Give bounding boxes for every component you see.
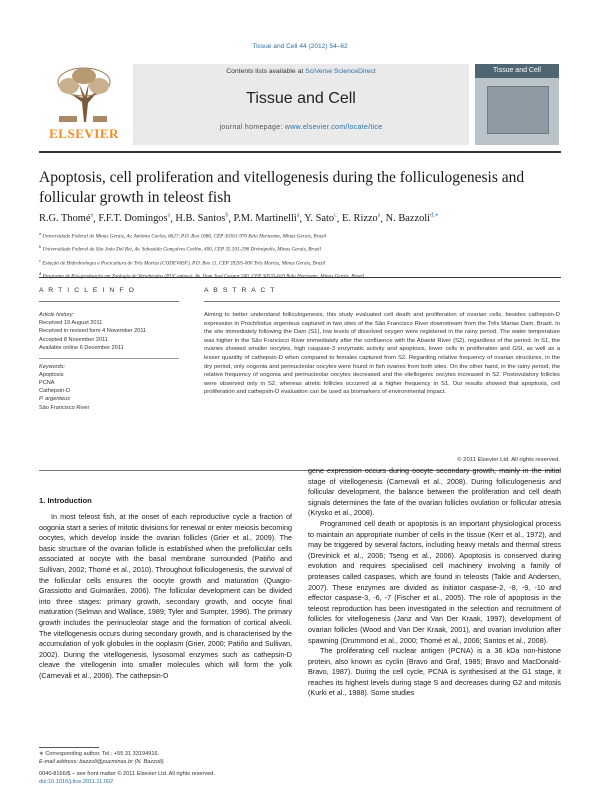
journal-masthead	[41, 64, 559, 147]
author-list: R.G. Thomé$^a$, F.F.T. Domingos$^a$, H.B. Santos$^b$, P.M. Martinelli$^a$, Y. Sato$^c$, E. Rizzo$^a$, N. Bazzoli$^{d,∗}$	[39, 213, 439, 225]
journal-reference[interactable]: Tissue and Cell 44 (2012) 54–62	[252, 43, 348, 50]
footnotes	[39, 750, 292, 786]
article-info-rule	[39, 301, 179, 302]
masthead-banner	[133, 64, 469, 145]
affiliation: d	[39, 270, 42, 276]
keyword: PCNA	[39, 380, 55, 387]
author[interactable]: F.F.T. Domingos$^a$	[98, 213, 171, 225]
history-item: Available online 6 December 2011	[39, 344, 124, 351]
sciencedirect-link[interactable]: SciVerse ScienceDirect	[305, 68, 376, 75]
author[interactable]: P.M. Martinelli$^a$	[233, 213, 300, 225]
affiliation: $^c$ Estação de Hidrobiologia e Piscicultura de Três Marias (CODEVASF), P.O. Box 11, CEP 39205-000 Três Marias, Minas Gerais, Brazil	[39, 257, 326, 267]
author[interactable]: R.G. Thomé$^a$	[39, 213, 94, 225]
contents-prefix: Contents lists available at	[226, 68, 306, 75]
keyword: Cathepsin-D	[39, 388, 71, 395]
intro-paragraph: In most teleost fish, at the onset of each reproductive cycle a fraction of oogonia start a series of mitotic divisions for renewal or enter meiosis becoming oocytes, which develop inside the ovarian follicles (Grier et al., 2009). The basic structure of the ovarian follicle is established when the prefollicular cells associated at oocyte with the basal membrane surrounded (Patiño and Sullivan, 2002; Thomé et al., 2010). Throughout folliculogenesis, the survival of the follicular cells ensures the oocyte growth and maturation (Quagio-Grassiotto and Guimarães, 2006). The follicular development can be divided into three stages: primary growth, secondary growth, and oocyte final maturation (Selman and Wallace, 1989; Tyler and Sumpter, 1996). The primary growth includes the perinucleolar stage and the formation of cortical alveoli. The vitellogenesis occurs during secondary growth, and is characterised by the accumulation of yolk globules in the ooplasm (Grier, 2000; Patiño and Sullivan, 2002). During the vitellogenesis, lysosomal enzymes such as cathepsin-D cleave the vitellogenin into smaller molecules which will form the yolk (Carnevali et al., 2006). The cathepsin-D	[39, 512, 292, 680]
article-title: Apoptosis, cell proliferation and vitellogenesis during the folliculogenesis and follicular growth in teleost fish	[39, 169, 525, 206]
corresponding-author: ∗ Corresponding author. Tel.: +55 31 33194916.	[39, 751, 160, 757]
homepage-line	[133, 124, 469, 131]
cover-band: Tissue and Cell	[475, 64, 559, 78]
intro-paragraph: The proliferating cell nuclear antigen (PCNA) is a 36 kDa non-histone protein, also known as cyclin (Bravo and Graf, 1985; Bravo and MacDonald-Bravo, 1987). During the cell cycle, PCNA is synthesised at the G1 stage, it reaches its highest levels during stage S and decreases during G2 and mitosis (Kurki et al., 1988). Some studies	[308, 646, 561, 698]
contents-line	[133, 68, 469, 75]
affiliations	[39, 229, 561, 282]
copyright-notice: © 2011 Elsevier Ltd. All rights reserved.	[457, 457, 560, 463]
publisher-logo-text: ELSEVIER	[49, 126, 119, 141]
history-item: Accepted 8 November 2011	[39, 336, 108, 343]
homepage-link[interactable]: www.elsevier.com/locate/tice	[284, 124, 383, 131]
keyword: Apoptosis	[39, 371, 64, 378]
intro-paragraph: Programmed cell death or apoptosis is an important physiological process to maintain an appropriate number of cells in the tissue (Kerr et al., 1972), and may be triggered by several factors, including heavy metals and thermal stress (Drevinick et al., 2006; Tseng et al., 2006). Apoptosis is conserved during evolution and requires specialised cell machinery involving a family of proteases called caspases, which are found in teleosts (Takle and Andersen, 2007). These enzymes are divided as initiator caspase-2, -8, -9, -10 and effector caspase-3, -6, -7 (Fischer et al., 2005). The role of apoptosis in the teleost reproduction has been investigated in the selection and recruitment of follicles for vitellogenesis (Janz and Van Der Kraak, 1997), development of ovarian follicles (Wood and Van Der Kraak, 2001), and ovarian involution after spawning (Drummond et al., 2000; Thomé et al., 2006; Santos et al., 2008).	[308, 518, 561, 645]
issn-line: 0040-8166/$ – see front matter © 2011 Elsevier Ltd. All rights reserved.	[39, 771, 215, 777]
keyword: P. argenteus	[39, 396, 70, 403]
history-item: Received 19 August 2011	[39, 320, 103, 327]
article-info	[39, 311, 179, 412]
intro-heading: 1. Introduction	[39, 496, 92, 505]
history-item: Received in revised form 4 November 2011	[39, 328, 147, 335]
author[interactable]: H.B. Santos$^b$	[175, 213, 229, 225]
left-column	[39, 512, 292, 682]
homepage-prefix: journal homepage:	[219, 124, 285, 131]
keywords-rule	[39, 358, 179, 359]
history-label: Article history:	[39, 312, 75, 318]
doi-link[interactable]: doi:10.1016/j.tice.2011.11.002	[39, 779, 114, 785]
affiliations-rule	[39, 277, 561, 278]
abstract-rule	[204, 301, 560, 302]
article-info-heading: A R T I C L E I N F O	[39, 287, 136, 294]
journal-cover[interactable]	[475, 64, 559, 145]
abstract-text: Aiming to better understand folliculogenesis, this study evaluated cell death and proliferation of ovarian cells, besides cathepsin-D expression in Prochilodus argenteus captured in two sites of the São Francisco River downstream from the Três Marias Dam, Brazil. In the site immediately following the Dam (S1), low levels of dissolved oxygen were registered in the rainy period. The water temperature was higher in the São Francisco River immediately after the confluence with the Abaeté River (S2), regardless of the period. In S1, the ovaries showed smaller oocytes, high caspase-3 enzymatic activity and apoptosis, lower cells in proliferation and GSI, as well as a lesser quantity of cathepsin-D when compared to females captured from S2. Regarding relative frequency of ovarian structures, in the dry period, only oogonia and perinucleolar oocytes were found in fish ovaries from both sites. On the other hand, in the rainy period, the relative frequency of oogonia and perinucleolar oocytes decreased and the vitellogenic oocytes increased in S2. Postovulatory follicles were observed only in S2, whereas atretic follicles occurred at a higher frequency in S1. Our results showed that apoptosis, cell proliferation and cathepsin-D evaluation can be used as biomarkers of environmental impact.	[204, 312, 560, 396]
affiliation: $^a$ Universidade Federal de Minas Gerais, Av. Antônio Carlos, 6627, P.O. Box 1686, CEP 30161-970 Belo Horizonte, Minas Gerais, Brazil	[39, 231, 327, 240]
publisher-logo[interactable]	[41, 64, 127, 147]
cover-image	[487, 86, 549, 134]
author[interactable]: E. Rizzo$^a$	[341, 213, 381, 225]
header-rule	[39, 151, 561, 153]
tree-icon	[49, 64, 119, 124]
affiliation: $^b$ Universidade Federal de São João Del Rei, Av. Sebastião Gonçalves Coelho, 400, CEP 35.501-296 Divinópolis, Minas Gerais, Brazil	[39, 244, 321, 254]
keyword: São Francisco River	[39, 404, 90, 411]
journal-title: Tissue and Cell	[246, 90, 356, 107]
footnote-rule	[39, 747, 99, 748]
intro-paragraph: gene expression occurs during oocyte secondary growth, mainly in the initial stage of vitellogenesis (Carnevali et al., 2008). During folliculogenesis and follicular development, the balance between the proliferation and cell death signals determines the fate of the ovarian follicles ovulation or follicular atresia (Krysko et al., 2008).	[308, 466, 561, 518]
author[interactable]: Y. Sato$^c$	[304, 213, 337, 225]
author[interactable]: N. Bazzoli$^{d,∗}$	[385, 213, 439, 225]
keywords-label: Keywords:	[39, 363, 66, 370]
right-column	[308, 466, 561, 699]
email-address[interactable]: E-mail address: bazzoli@pucminas.br (N. Bazzoli).	[39, 759, 165, 765]
abstract-heading: A B S T R A C T	[204, 287, 276, 294]
